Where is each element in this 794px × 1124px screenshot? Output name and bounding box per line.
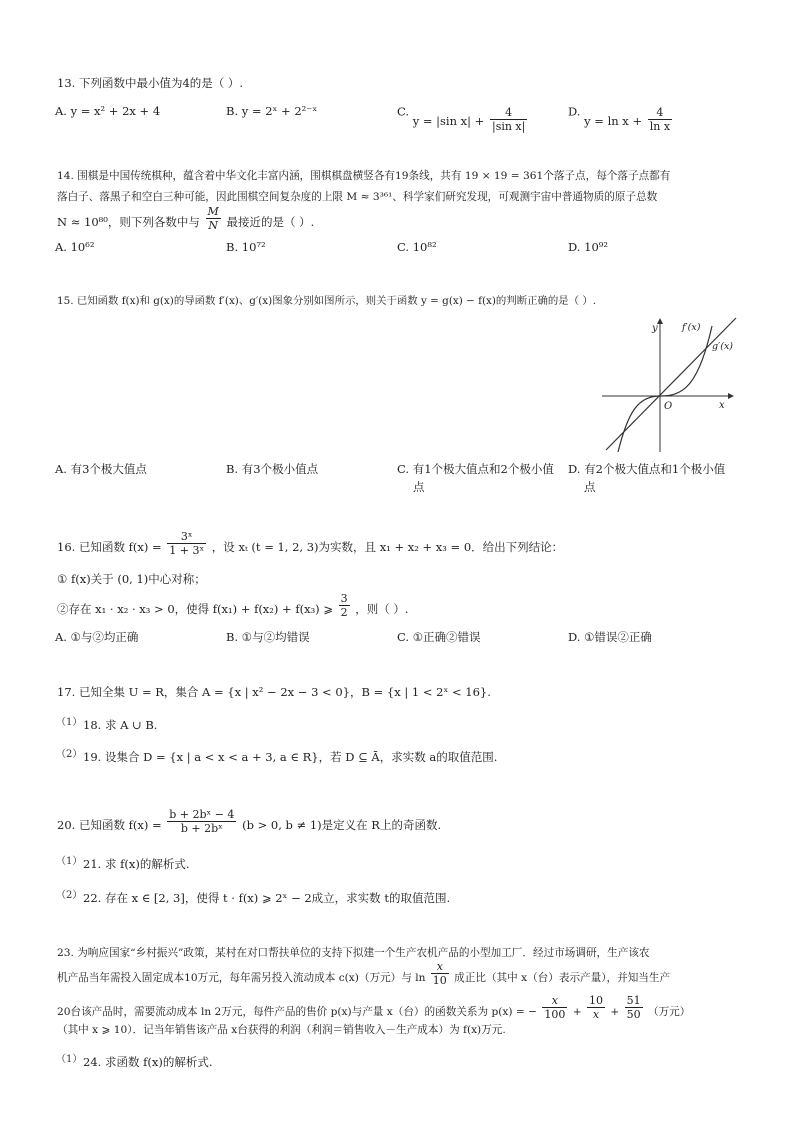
q20-fraction [167, 808, 236, 835]
q16-conclusion-2 [57, 592, 409, 619]
q20-part1-tag: （1） [56, 856, 83, 867]
q13-option-d-frac-num: 4 [648, 106, 672, 120]
q17-part1: 18. 求 A ∪ B. [83, 718, 158, 732]
q14-frac-den: N [208, 219, 218, 232]
q16-option-b: B. ①与②均错误 [226, 630, 310, 644]
q15-option-a: A. 有3个极大值点 [55, 462, 147, 476]
q14-option-c: C. 10⁸² [397, 240, 437, 254]
q14-option-b: B. 10⁷² [226, 240, 266, 254]
q15-option-b: B. 有3个极小值点 [226, 462, 319, 476]
q13-option-c-label: C. [397, 104, 410, 119]
q23-line1: 23. 为响应国家“乡村振兴”政策，某村在对口帮扶单位的支持下拟建一个生产农机产品的小型加工厂．经过市场调研，生产该农 [57, 947, 650, 959]
q16-fraction [167, 530, 206, 557]
q20-stem [57, 808, 441, 835]
q16-stem-right: ，设 xₜ (t = 1, 2, 3)为实数，且 x₁ + x₂ + x₃ = 0．给出下列结论： [211, 539, 564, 554]
q14-line3-right: 最接近的是（ ）. [226, 214, 315, 229]
q14-line1: 14. 围棋是中国传统棋种，蕴含着中华文化丰富内涵，围棋棋盘横竖各有19条线，共有 19 × 19 = 361个落子点，每个落子点都有 [57, 170, 671, 182]
q16-option-a: A. ①与②均正确 [55, 630, 139, 644]
q20-part2: 22. 存在 x ∈ [2, 3]，使得 t · f(x) ⩾ 2ˣ − 2成立，求实数 t的取值范围. [83, 891, 451, 905]
y-axis-arrow [657, 318, 663, 324]
q16-stem [57, 530, 563, 557]
graph-y-label: y [652, 323, 658, 334]
q16-c2-right: ，则（ ）. [355, 601, 409, 616]
q23-line2-num: x [431, 960, 449, 974]
q14-option-d: D. 10⁹² [568, 240, 608, 254]
q23-line4: （其中 x ⩾ 10）．记当年销售该产品 x台获得的利润（利润＝销售收入－生产成本）为 f(x)万元. [57, 1024, 506, 1036]
q20-stem-right: (b > 0, b ≠ 1)是定义在 R上的奇函数. [242, 817, 442, 832]
q16-stem-left: 16. 已知函数 f(x) = [57, 539, 162, 554]
q23-frac3 [625, 994, 643, 1021]
q20-part2-tag: （2） [56, 890, 83, 901]
q23-frac3-num: 51 [626, 994, 641, 1007]
q16-frac-num: 3ˣ [167, 530, 206, 544]
q14-frac-num: M [207, 205, 219, 218]
q16-option-d: D. ①错误②正确 [568, 630, 652, 644]
q13-option-a: A. y = x² + 2x + 4 [55, 104, 161, 118]
q23-line3-right: （万元） [648, 1005, 691, 1018]
q23-line3-left: 20台该产品时，需要流动成本 ln 2万元，每件产品的售价 p(x)与产量 x（台）的函数关系为 p(x) = − [57, 1005, 537, 1018]
q16-conclusion-1: ① f(x)关于 (0, 1)中心对称； [57, 572, 206, 586]
q16-c2-num: 3 [340, 592, 348, 605]
q13-stem: 13. 下列函数中最小值为4的是（ ）. [57, 76, 244, 90]
q20-part1: 21. 求 f(x)的解析式. [83, 857, 190, 871]
q15-option-d: D. 有2个极大值点和1个极小值 [568, 462, 726, 476]
q16-c2-fraction [339, 592, 350, 619]
q14-line3-left: N ≈ 10⁸⁰，则下列各数中与 [57, 214, 200, 229]
q20-frac-den: b + 2bˣ [180, 822, 223, 835]
q23-frac2-den: x [592, 1008, 600, 1021]
q13-option-c-frac [490, 106, 527, 133]
q15-option-c: C. 有1个极大值点和2个极小值 [397, 462, 554, 476]
q17-part2: 19. 设集合 D = {x | a < x < a + 3, a ∈ R}，若 D ⊆ Ā，求实数 a的取值范围. [83, 750, 498, 764]
q13-option-d-expr: y = ln x + [584, 113, 643, 128]
q14-line3 [57, 205, 314, 232]
q23-frac1 [542, 994, 567, 1021]
q16-c2-den: 2 [340, 606, 348, 619]
q23-line2-fraction [431, 960, 449, 987]
q13-option-d [568, 99, 674, 133]
q23-frac3-den: 50 [626, 1008, 641, 1021]
q23-frac1-num: x [542, 994, 567, 1008]
q23-plus2: + [610, 1005, 620, 1018]
q13-option-d-frac-den: ln x [649, 120, 671, 133]
q23-part1: 24. 求函数 f(x)的解析式. [83, 1055, 213, 1069]
q13-option-b: B. y = 2ˣ + 2²⁻ˣ [226, 104, 318, 118]
q13-option-d-frac [648, 106, 672, 133]
f-prime-line [606, 318, 736, 450]
x-axis-arrow [728, 393, 734, 399]
q16-option-c: C. ①正确②错误 [397, 630, 481, 644]
q13-option-d-label: D. [568, 104, 581, 119]
q14-option-a: A. 10⁶² [55, 240, 95, 254]
q13-option-c-frac-num: 4 [490, 106, 527, 120]
q23-line2-den: 10 [432, 974, 447, 987]
graph-g-prime-label: g′(x) [712, 341, 734, 352]
graph-f-prime-label: f′(x) [682, 322, 701, 333]
q23-part1-tag: （1） [56, 1054, 83, 1065]
q23-line3 [57, 994, 690, 1021]
q23-line2 [57, 960, 670, 987]
q15-derivative-graph [598, 312, 738, 454]
graph-origin-label: O [664, 401, 673, 412]
q15-option-d-cont: 点 [584, 480, 596, 494]
q15-stem: 15. 已知函数 f(x)和 g(x)的导函数 f′(x)、g′(x)图象分别如图所示，则关于函数 y = g(x) − f(x)的判断正确的是（ ）. [57, 295, 597, 307]
q13-option-c-expr: y = |sin x| + [412, 113, 485, 128]
q14-fraction [206, 205, 221, 232]
q17-part2-tag: （2） [56, 749, 83, 760]
q14-line2: 落白子、落黑子和空白三种可能，因此围棋空间复杂度的上限 M ≈ 3³⁶¹、科学家们研究发现，可观测宇宙中普通物质的原子总数 [57, 191, 658, 203]
q13-option-c [397, 99, 529, 133]
q23-frac2-num: 10 [588, 994, 603, 1007]
q23-plus1: + [572, 1005, 582, 1018]
q20-frac-num: b + 2bˣ − 4 [169, 808, 235, 821]
g-prime-curve [618, 326, 712, 452]
q23-line2-right: 成正比（其中 x（台）表示产量），并知当生产 [454, 971, 671, 984]
q15-option-c-cont: 点 [413, 480, 425, 494]
q20-stem-left: 20. 已知函数 f(x) = [57, 817, 162, 832]
q13-option-c-frac-den: |sin x| [491, 120, 526, 133]
q23-frac1-den: 100 [544, 1008, 566, 1021]
q23-line2-left: 机产品当年需投入固定成本10万元，每年需另投入流动成本 c(x)（万元）与 ln [57, 971, 426, 984]
q16-frac-den: 1 + 3ˣ [169, 544, 205, 557]
q23-frac2 [587, 994, 605, 1021]
q17-stem: 17. 已知全集 U = R，集合 A = {x | x² − 2x − 3 < 0}，B = {x | 1 < 2ˣ < 16}. [57, 685, 491, 699]
q16-c2-left: ②存在 x₁ · x₂ · x₃ > 0，使得 f(x₁) + f(x₂) + f(x₃) ⩾ [57, 601, 333, 616]
q17-part1-tag: （1） [56, 717, 83, 728]
graph-x-label: x [719, 400, 725, 411]
